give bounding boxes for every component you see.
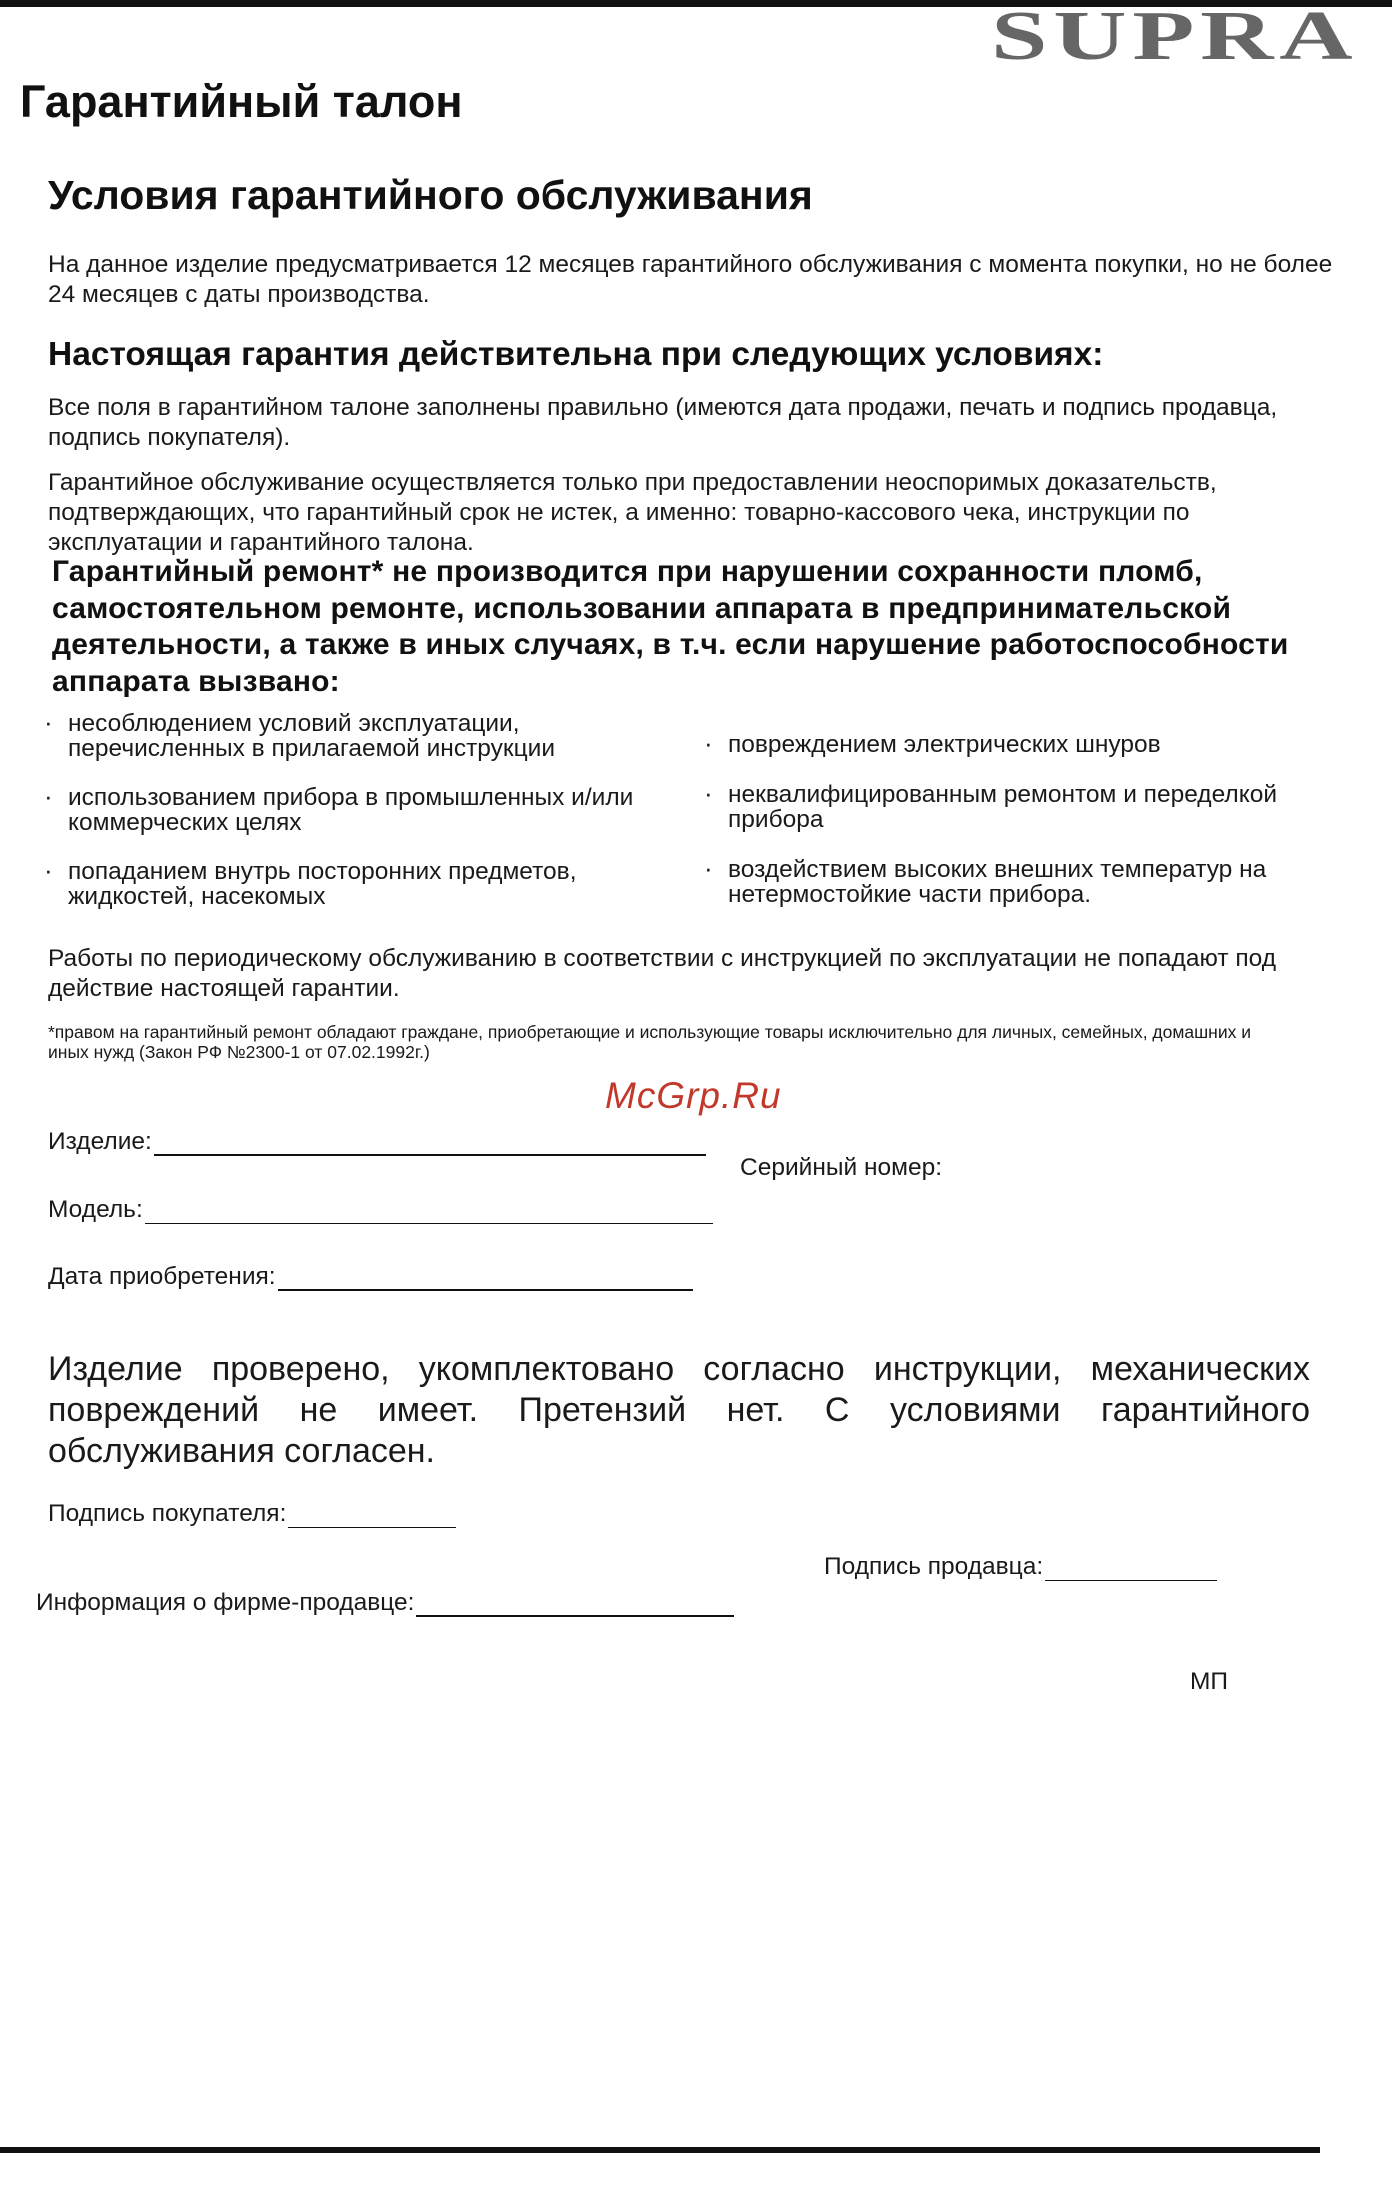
- bottom-rule: [0, 2147, 1320, 2153]
- buyer-signature-label: Подпись покупателя:: [48, 1500, 287, 1527]
- footnote: *правом на гарантийный ремонт обладают граждане, приобретающие и использующие товары исключительно для личных, семейных, домашних и иных нужд (Закон РФ №2300-1 от 07.02.1992г.): [48, 1022, 1251, 1062]
- list-item: · попаданием внутрь посторонних предметов, жидкостей, насекомых: [40, 859, 660, 909]
- purchase-date-line[interactable]: [278, 1267, 693, 1291]
- list-item: · несоблюдением условий эксплуатации, перечисленных в прилагаемой инструкции: [40, 711, 660, 761]
- purchase-date-label: Дата приобретения:: [48, 1263, 276, 1290]
- section-heading: Условия гарантийного обслуживания: [48, 172, 813, 218]
- buyer-signature-line[interactable]: [288, 1505, 456, 1528]
- page-title: Гарантийный талон: [20, 76, 463, 127]
- seller-info-line[interactable]: [416, 1593, 734, 1617]
- condition-fields-filled: Все поля в гарантийном талоне заполнены правильно (имеются дата продажи, печать и подпись продавца, подпись покупателя).: [48, 394, 1278, 451]
- maintenance-note: Работы по периодическому обслуживанию в соответствии с инструкцией по эксплуатации не попадают под действие настоящей гарантии.: [48, 945, 1276, 1002]
- conditions-heading: Настоящая гарантия действительна при следующих условиях:: [48, 336, 1104, 373]
- product-label: Изделие:: [48, 1128, 152, 1155]
- seller-info-label: Информация о фирме-продавце:: [36, 1589, 415, 1616]
- list-item: · использованием прибора в промышленных и/или коммерческих целях: [40, 785, 660, 835]
- supra-logo: SUPRA: [990, 0, 1358, 75]
- condition-proof-documents: Гарантийное обслуживание осуществляется только при предоставлении неоспоримых доказательств, подтверждающих, что гарантийный срок не истек, а именно: товарно-кассового чека, инструкции по эксплуатации и гарантийного талона.: [48, 469, 1217, 556]
- list-item: · неквалифицированным ремонтом и переделкой прибора: [700, 782, 1340, 832]
- stamp-place-label: МП: [1190, 1668, 1229, 1695]
- acceptance-statement: Изделие проверено, укомплектовано согласно инструкции, механических повреждений не имеет. Претензий нет. С условиями гарантийного обслуживания согласен.: [48, 1350, 1310, 1470]
- product-line[interactable]: [154, 1132, 706, 1156]
- model-field[interactable]: [48, 1196, 713, 1224]
- model-label: Модель:: [48, 1196, 143, 1223]
- list-item: · воздействием высоких внешних температур на нетермостойкие части прибора.: [700, 857, 1340, 907]
- watermark: McGrp.Ru: [605, 1075, 782, 1116]
- model-line[interactable]: [145, 1201, 713, 1224]
- buyer-signature-field[interactable]: [48, 1500, 456, 1528]
- purchase-date-field[interactable]: [48, 1263, 693, 1291]
- warranty-period-text: На данное изделие предусматривается 12 месяцев гарантийного обслуживания с момента покупки, но не более 24 месяцев с даты производства.: [48, 251, 1333, 308]
- seller-signature-line[interactable]: [1045, 1558, 1217, 1581]
- seller-info-field[interactable]: [36, 1589, 734, 1617]
- seller-signature-label: Подпись продавца:: [824, 1553, 1044, 1580]
- list-item: · повреждением электрических шнуров: [700, 732, 1340, 757]
- exclusions-heading: Гарантийный ремонт* не производится при нарушении сохранности пломб, самостоятельном ремонте, использовании аппарата в предпринимательской деятельности, а также в иных случаях, в т.ч. если нарушение работоспособности аппарата вызвано:: [52, 555, 1289, 698]
- serial-number-label: Серийный номер:: [740, 1154, 943, 1181]
- causes-list-right: [700, 732, 1340, 932]
- causes-list-left: [40, 711, 660, 933]
- product-field[interactable]: [48, 1128, 706, 1156]
- seller-signature-field[interactable]: [824, 1553, 1217, 1581]
